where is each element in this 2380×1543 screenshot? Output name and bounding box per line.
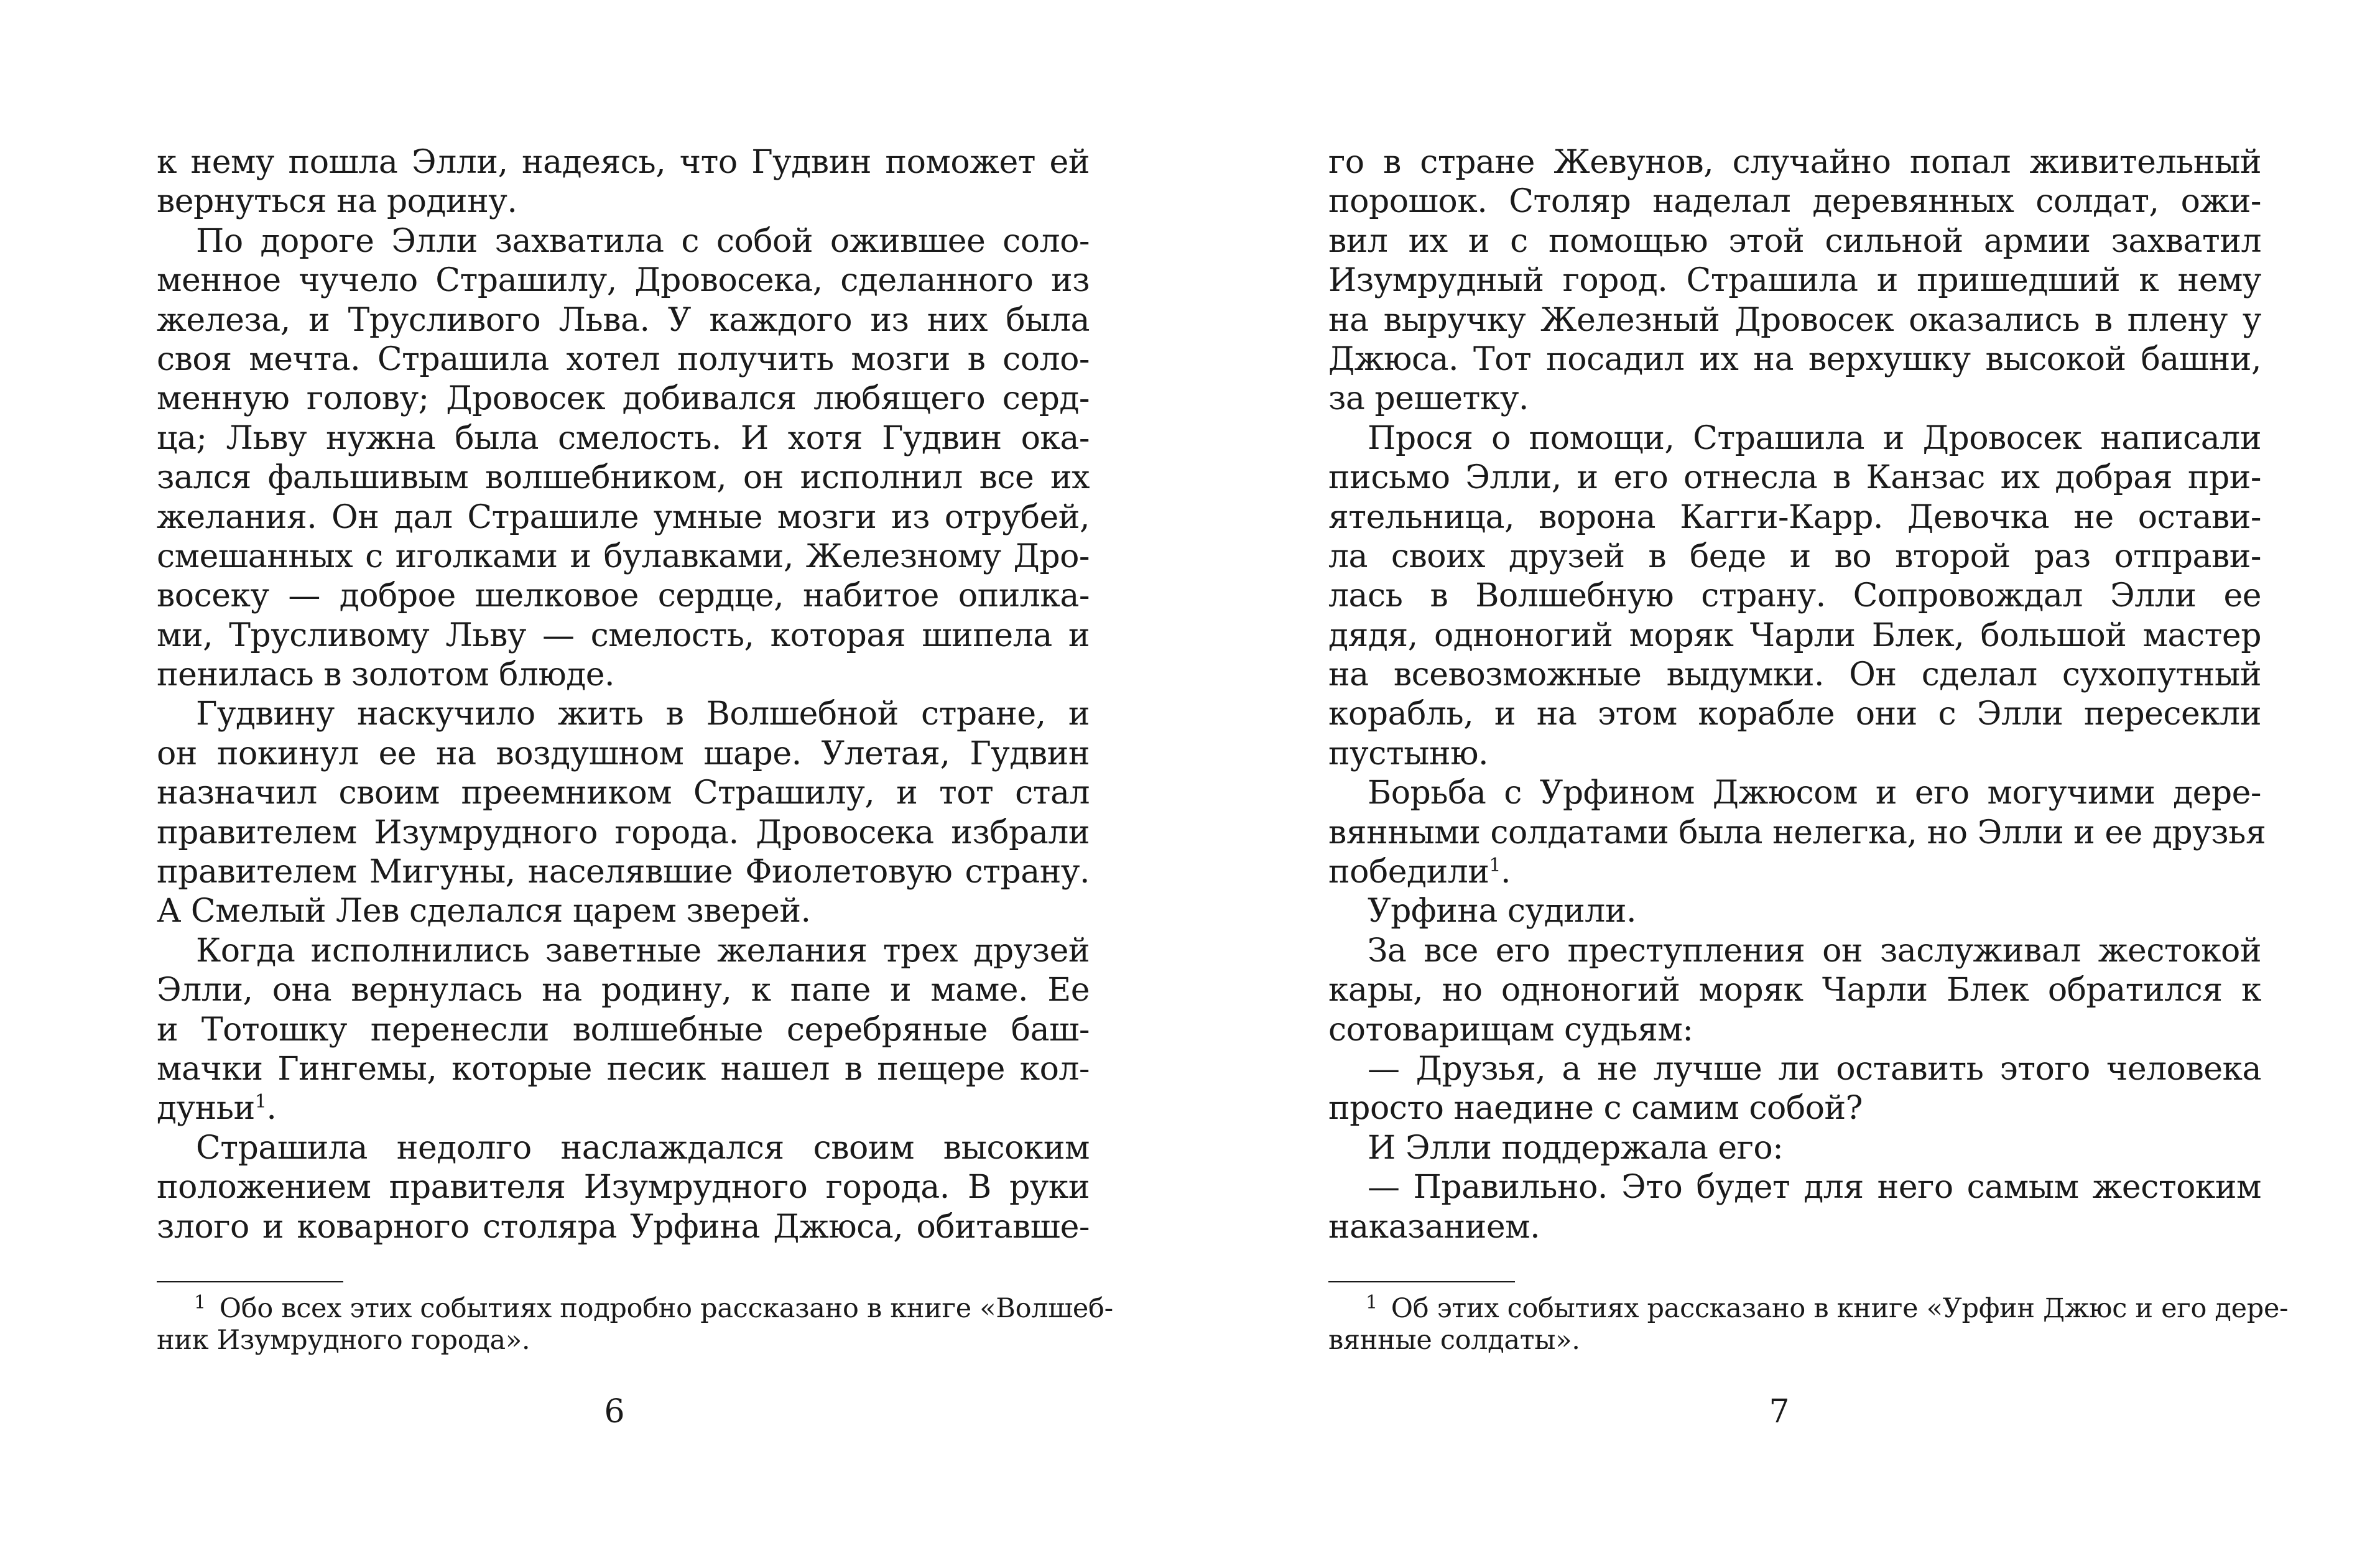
text-line: пенилась в золотом блюде. (157, 656, 615, 694)
footnote-text: Об этих событиях рассказано в книге «Урфин Джюс и его дере- (1391, 1293, 2289, 1324)
text-line: мачки Гингемы, которые песик нашел в пещере кол- (157, 1050, 1090, 1088)
text-line: — Правильно. Это будет для него самым жестоким (1368, 1169, 2261, 1207)
text-line: своя мечта. Страшила хотел получить мозги в соло- (157, 340, 1090, 378)
text-line: Прося о помощи, Страшила и Дровосек написали (1368, 419, 2261, 457)
text-line: И Элли поддержала его: (1368, 1129, 1784, 1167)
text-line: Борьба с Урфином Джюсом и его могучими дере- (1368, 774, 2261, 812)
footnote-line: ник Изумрудного города». (157, 1325, 530, 1356)
text-line: желания. Он дал Страшиле умные мозги из отрубей, (157, 498, 1090, 536)
text-line: ца; Льву нужна была смелость. И хотя Гудвин ока- (157, 419, 1090, 457)
text-line: смешанных с иголками и булавками, Железному Дро- (157, 537, 1090, 575)
text-line: дуньи (157, 1090, 255, 1128)
text-line: лась в Волшебную страну. Сопровождал Элли ее (1328, 577, 2261, 615)
text-line: Гудвину наскучило жить в Волшебной стране, и (196, 695, 1090, 733)
text-line: железа, и Трусливого Льва. У каждого из них была (157, 301, 1090, 339)
text-line: просто наедине с самим собой? (1328, 1090, 1863, 1128)
text-line: восеку — доброе шелковое сердце, набитое опилка- (157, 577, 1090, 615)
text-line: письмо Элли, и его отнесла в Канзас их добрая при- (1328, 459, 2261, 497)
footnote-ref: 1 (254, 1091, 267, 1113)
text-line: победили (1328, 853, 1489, 891)
text-line: ятельница, ворона Кагги-Карр. Девочка не остави- (1328, 498, 2261, 536)
footnote-line (1328, 1284, 2289, 1324)
text-line: — Друзья, а не лучше ли оставить этого человека (1368, 1050, 2261, 1088)
text-line: За все его преступления он заслуживал жестокой (1368, 932, 2261, 970)
text-line: кары, но одноногий моряк Чарли Блек обратился к (1328, 971, 2261, 1009)
text-line: наказанием. (1328, 1208, 1540, 1246)
text-line: ла своих друзей в беде и во второй раз отправи- (1328, 537, 2261, 575)
text-line: назначил своим преемником Страшилу, и тот стал (157, 774, 1090, 812)
footnote-marker: 1 (194, 1292, 206, 1314)
footnote-divider (1328, 1281, 1515, 1282)
right-page-body (1328, 143, 2266, 1247)
text-line: порошок. Столяр наделал деревянных солдат, ожи- (1328, 183, 2261, 221)
text-line: дядя, одноногий моряк Чарли Блек, большой мастер (1328, 616, 2261, 654)
text-line: Страшила недолго наслаждался своим высоким (196, 1129, 1090, 1167)
footnote-ref: 1 (1489, 855, 1501, 877)
right-footnote (1328, 1284, 2289, 1359)
footnote-divider (157, 1281, 343, 1282)
text-line: По дороге Элли захватила с собой ожившее соло- (196, 222, 1090, 260)
page-number: 6 (604, 1393, 625, 1430)
text-line: вил их и с помощью этой сильной армии захватил (1328, 222, 2261, 260)
text-line: он покинул ее на воздушном шаре. Улетая, Гудвин (157, 734, 1090, 772)
page-number: 7 (1769, 1393, 1790, 1430)
text-line: вянными солдатами была нелегка, но Элли и ее друзья (1328, 813, 2266, 851)
text-line-with-footnote: победили$^1$. (1328, 853, 1511, 891)
text-line: Когда исполнились заветные желания трех друзей (196, 932, 1090, 970)
text-line: правителем Изумрудного города. Дровосека избрали (157, 813, 1090, 851)
text-line: злого и коварного столяра Урфина Джюса, обитавше- (157, 1208, 1090, 1246)
text-line: и Тотошку перенесли волшебные серебряные баш- (157, 1011, 1090, 1049)
text-line: вернуться на родину. (157, 183, 517, 221)
text-line: правителем Мигуны, населявшие Фиолетовую страну. (157, 853, 1090, 891)
text-line: Урфина судили. (1368, 892, 1637, 930)
left-footnote (157, 1284, 1113, 1359)
text-line: положением правителя Изумрудного города. В руки (157, 1169, 1090, 1207)
text-line: к нему пошла Элли, надеясь, что Гудвин поможет ей (157, 144, 1090, 181)
footnote-marker: 1 (1366, 1292, 1378, 1314)
text-line: менное чучело Страшилу, Дровосека, сделанного из (157, 262, 1090, 300)
text-line: го в стране Жевунов, случайно попал живительный (1328, 144, 2261, 181)
text-line-with-footnote: дуньи$^1$. (157, 1090, 277, 1128)
footnote-line: вянные солдаты». (1328, 1325, 1580, 1356)
text-line: Изумрудный город. Страшила и пришедший к нему (1328, 262, 2261, 300)
footnote-text: Обо всех этих событиях подробно рассказано в книге «Волшеб- (219, 1293, 1113, 1324)
text-line: за решетку. (1328, 380, 1529, 418)
text-line: Элли, она вернулась на родину, к папе и маме. Ее (157, 971, 1090, 1009)
text-line: зался фальшивым волшебником, он исполнил все их (157, 459, 1090, 497)
text-line: пустыню. (1328, 734, 1488, 772)
text-line: менную голову; Дровосек добивался любящего серд- (157, 380, 1090, 418)
text-line: на выручку Железный Дровосек оказались в плену у (1328, 301, 2261, 339)
text-line: сотоварищам судьям: (1328, 1011, 1693, 1049)
text-line: А Смелый Лев сделался царем зверей. (157, 892, 811, 930)
right-page (1190, 0, 2380, 1543)
text-line: на всевозможные выдумки. Он сделал сухопутный (1328, 656, 2261, 694)
text-line: Джюса. Тот посадил их на верхушку высокой башни, (1328, 340, 2261, 378)
text-line: ми, Трусливому Льву — смелость, которая шипела и (157, 616, 1090, 654)
footnote-line (157, 1284, 1113, 1324)
text-line: корабль, и на этом корабле они с Элли пересекли (1328, 695, 2261, 733)
left-page-body (157, 143, 1090, 1247)
